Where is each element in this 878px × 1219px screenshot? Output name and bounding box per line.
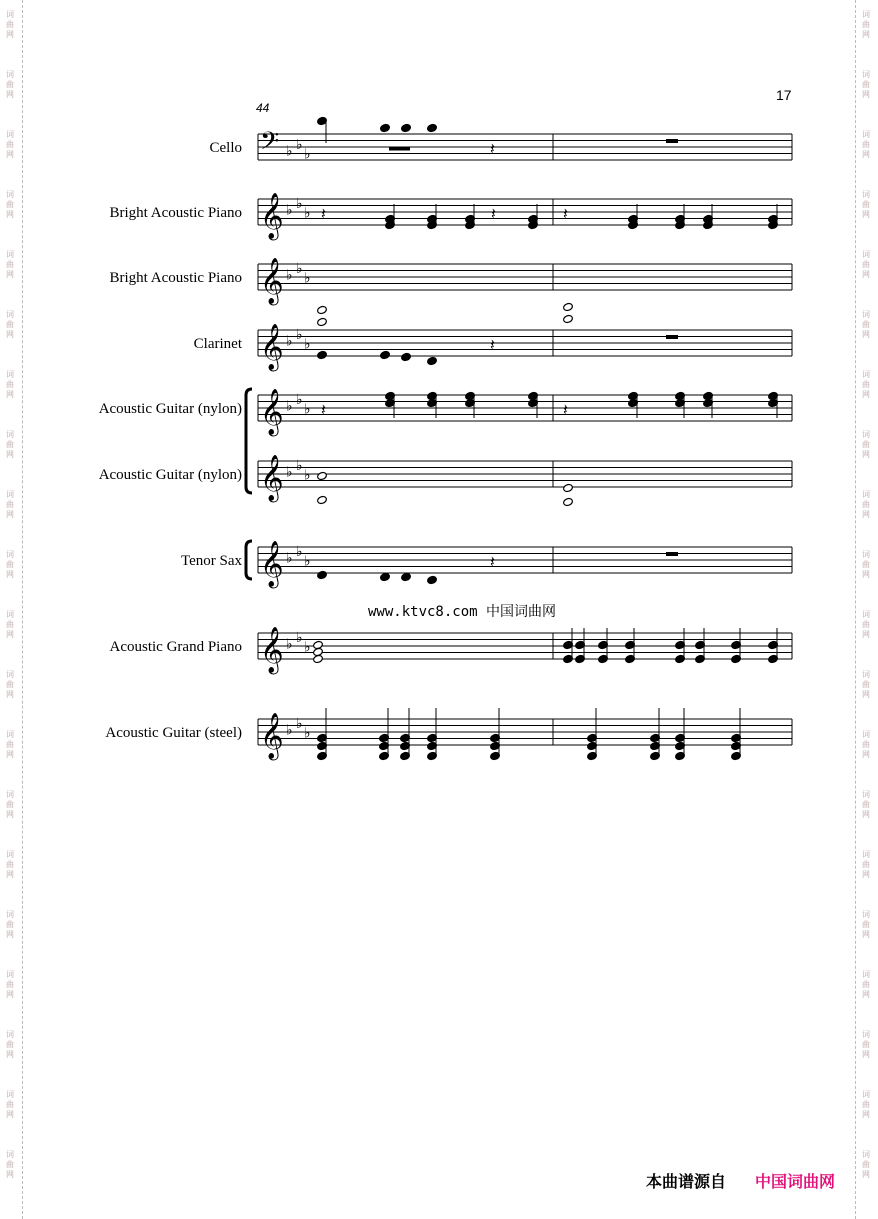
treble-clef-icon: 𝄞 (260, 627, 284, 673)
side-watermark-text: 词 曲 网 (6, 910, 14, 939)
side-watermark-text: 词 曲 网 (862, 1150, 870, 1179)
side-watermark-text: 词 曲 网 (6, 850, 14, 879)
flat-icon: ♭ (286, 550, 293, 567)
notehead (563, 497, 574, 506)
side-watermark-text: 词 曲 网 (6, 130, 14, 159)
side-watermark-text: 词 曲 网 (862, 1090, 870, 1119)
side-watermark-text: 词 曲 网 (862, 490, 870, 519)
side-watermark-text: 词 曲 网 (6, 790, 14, 819)
staff-bracket (246, 541, 252, 579)
notehead (401, 352, 412, 361)
side-watermark-text: 词 曲 网 (6, 70, 14, 99)
notehead (380, 350, 391, 359)
instrument-label-guitar-nylon-2: Acoustic Guitar (nylon) (98, 467, 242, 483)
flat-icon: ♭ (304, 336, 311, 353)
flat-icon: ♭ (286, 143, 293, 160)
flat-icon: ♭ (304, 639, 311, 656)
flat-icon: ♭ (296, 136, 303, 153)
rest-icon: 𝄽 (321, 400, 326, 419)
rest-icon: 𝄽 (490, 552, 495, 571)
side-watermark-text: 词 曲 网 (862, 250, 870, 279)
flat-icon: ♭ (286, 267, 293, 284)
side-watermark-text: 词 曲 网 (862, 790, 870, 819)
notehead (427, 123, 438, 132)
flat-icon: ♭ (296, 260, 303, 277)
side-watermark-text: 词 曲 网 (6, 610, 14, 639)
notehead (563, 302, 574, 311)
flat-icon: ♭ (296, 195, 303, 212)
footer-site-name: 中国词曲网 (755, 1172, 836, 1191)
side-watermark-text: 词 曲 网 (862, 550, 870, 579)
instrument-label-tenor-sax: Tenor Sax (180, 553, 242, 569)
flat-icon: ♭ (296, 629, 303, 646)
flat-icon: ♭ (296, 391, 303, 408)
notehead (427, 575, 438, 584)
instrument-label-bright-piano-2: Bright Acoustic Piano (109, 270, 242, 286)
side-watermark-text: 词 曲 网 (862, 370, 870, 399)
flat-icon: ♭ (286, 398, 293, 415)
side-watermark-text: 词 曲 网 (6, 1030, 14, 1059)
side-watermark-text: 词 曲 网 (6, 430, 14, 459)
notehead (317, 570, 328, 579)
rest-icon: 𝄽 (490, 139, 495, 158)
flat-icon: ♭ (286, 202, 293, 219)
side-watermark-text: 词 曲 网 (862, 190, 870, 219)
instrument-label-bright-piano-1: Bright Acoustic Piano (109, 205, 242, 221)
flat-icon: ♭ (304, 401, 311, 418)
side-watermark-text: 词 曲 网 (6, 490, 14, 519)
instrument-label-cello: Cello (209, 140, 242, 156)
rest-icon: 𝄽 (491, 204, 496, 223)
instrument-label-grand-piano: Acoustic Grand Piano (109, 639, 242, 655)
flat-icon: ♭ (286, 464, 293, 481)
treble-clef-icon: 𝄞 (260, 389, 284, 435)
bass-clef-icon: 𝄢 (260, 127, 280, 162)
side-watermark-text: 词 曲 网 (6, 730, 14, 759)
side-watermark-text: 词 曲 网 (862, 310, 870, 339)
side-watermark-text: 词 曲 网 (862, 910, 870, 939)
notehead (317, 305, 328, 314)
side-watermark-text: 词 曲 网 (6, 370, 14, 399)
measure-number: 44 (256, 101, 270, 115)
notehead (563, 314, 574, 323)
staff-bracket (246, 389, 252, 493)
side-watermark-text: 词 曲 网 (862, 70, 870, 99)
treble-clef-icon: 𝄞 (260, 324, 284, 370)
footer-source-label: 本曲谱源自 (646, 1172, 727, 1191)
flat-icon: ♭ (304, 146, 311, 163)
instrument-label-guitar-nylon-1: Acoustic Guitar (nylon) (98, 401, 242, 417)
flat-icon: ♭ (296, 326, 303, 343)
side-watermark-text: 词 曲 网 (6, 190, 14, 219)
notehead (401, 123, 412, 132)
flat-icon: ♭ (304, 270, 311, 287)
treble-clef-icon: 𝄞 (260, 193, 284, 239)
notehead (317, 317, 328, 326)
side-watermark-text: 词 曲 网 (862, 610, 870, 639)
flat-icon: ♭ (304, 467, 311, 484)
flat-icon: ♭ (304, 205, 311, 222)
flat-icon: ♭ (304, 553, 311, 570)
watermark-url: www.ktvc8.com 中国词曲网 (368, 604, 557, 620)
side-watermark-text: 词 曲 网 (6, 310, 14, 339)
instrument-label-guitar-steel: Acoustic Guitar (steel) (105, 725, 242, 741)
side-watermark-text: 词 曲 网 (6, 250, 14, 279)
treble-clef-icon: 𝄞 (260, 258, 284, 304)
side-watermark-text: 词 曲 网 (6, 1090, 14, 1119)
notehead (380, 572, 391, 581)
flat-icon: ♭ (296, 543, 303, 560)
side-watermark-text: 词 曲 网 (862, 670, 870, 699)
rest-icon: 𝄽 (321, 204, 326, 223)
side-watermark-text: 词 曲 网 (862, 730, 870, 759)
flat-icon: ♭ (286, 636, 293, 653)
notehead (317, 350, 328, 359)
notehead (401, 572, 412, 581)
rest-icon: 𝄽 (563, 400, 568, 419)
notehead (317, 471, 328, 480)
rest-icon: 𝄽 (490, 335, 495, 354)
side-watermark-text: 词 曲 网 (6, 10, 14, 39)
side-watermark-text: 词 曲 网 (862, 970, 870, 999)
side-watermark-text: 词 曲 网 (6, 670, 14, 699)
treble-clef-icon: 𝄞 (260, 713, 284, 759)
treble-clef-icon: 𝄞 (260, 455, 284, 501)
side-watermark-text: 词 曲 网 (862, 10, 870, 39)
flat-icon: ♭ (296, 715, 303, 732)
side-watermark-text: 词 曲 网 (862, 430, 870, 459)
rest-icon: 𝄽 (563, 204, 568, 223)
flat-icon: ♭ (296, 457, 303, 474)
side-watermark-text: 词 曲 网 (6, 970, 14, 999)
flat-icon: ♭ (286, 722, 293, 739)
instrument-label-clarinet: Clarinet (193, 336, 242, 352)
side-watermark-text: 词 曲 网 (862, 850, 870, 879)
flat-icon: ♭ (304, 725, 311, 742)
notehead (563, 483, 574, 492)
notehead (427, 356, 438, 365)
page-number: 17 (776, 87, 792, 103)
side-watermark-text: 词 曲 网 (862, 1030, 870, 1059)
side-watermark-text: 词 曲 网 (862, 130, 870, 159)
notehead (380, 123, 391, 132)
flat-icon: ♭ (286, 333, 293, 350)
notehead (313, 654, 324, 663)
side-watermark-text: 词 曲 网 (6, 550, 14, 579)
treble-clef-icon: 𝄞 (260, 541, 284, 587)
side-watermark-text: 词 曲 网 (6, 1150, 14, 1179)
notehead (317, 495, 328, 504)
